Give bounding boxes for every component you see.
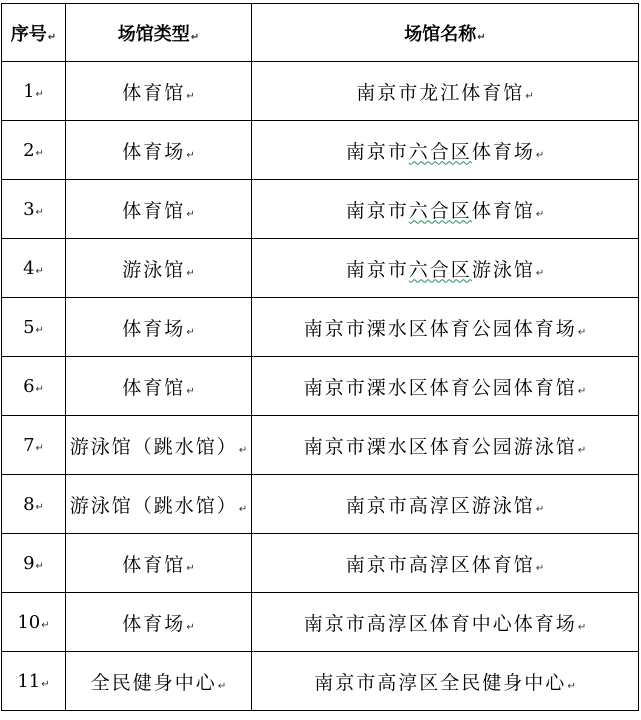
cell-index <box>2 357 66 416</box>
cell-index-text: 8 <box>23 493 35 515</box>
cell-index-text: 4 <box>23 257 35 279</box>
cell-venue-name <box>252 357 639 416</box>
paragraph-mark-icon: ↵ <box>535 503 545 515</box>
cell-index <box>2 416 66 475</box>
paragraph-mark-icon: ↵ <box>535 208 545 220</box>
cell-venue-name <box>252 298 639 357</box>
cell-index <box>2 534 66 593</box>
table-row <box>2 62 639 121</box>
cell-index <box>2 652 66 711</box>
paragraph-mark-icon: ↵ <box>238 444 248 456</box>
header-venue-type: 场馆类型↵ <box>66 4 252 62</box>
paragraph-mark-icon: ↵ <box>190 31 200 43</box>
cell-venue-name-district: 六合区 <box>408 140 472 163</box>
cell-venue-name-prefix: 南京市高淳区体育中心体育场 <box>303 612 577 635</box>
cell-venue-type <box>66 652 252 711</box>
cell-venue-name-prefix: 南京市高淳区游泳馆 <box>345 494 535 517</box>
cell-venue-type-text: 体育场 <box>122 317 186 340</box>
cell-venue-name-prefix: 南京市 <box>345 140 409 163</box>
cell-venue-type-text: 全民健身中心 <box>90 671 217 694</box>
cell-venue-type <box>66 416 252 475</box>
paragraph-mark-icon: ↵ <box>577 444 587 456</box>
cell-venue-type-text: 体育馆 <box>122 553 186 576</box>
cell-venue-type <box>66 593 252 652</box>
paragraph-mark-icon: ↵ <box>35 560 44 572</box>
table-row <box>2 475 639 534</box>
cell-venue-type-text: 体育场 <box>122 140 186 163</box>
paragraph-mark-icon: ↵ <box>186 149 195 161</box>
table-row <box>2 121 639 180</box>
cell-venue-name-prefix: 南京市 <box>345 199 409 222</box>
paragraph-mark-icon: ↵ <box>535 562 545 574</box>
cell-venue-type <box>66 357 252 416</box>
paragraph-mark-icon: ↵ <box>186 562 195 574</box>
cell-venue-name-prefix: 南京市 <box>356 81 420 104</box>
paragraph-mark-icon: ↵ <box>35 383 44 395</box>
cell-venue-type-text: 游泳馆（跳水馆） <box>69 494 238 517</box>
cell-venue-name-district: 六合区 <box>408 258 472 281</box>
paragraph-mark-icon: ↵ <box>238 503 248 515</box>
cell-venue-name <box>252 180 639 239</box>
table-row <box>2 593 639 652</box>
cell-index-text: 2 <box>23 139 35 161</box>
cell-venue-type-text: 体育馆 <box>122 199 186 222</box>
table-row <box>2 239 639 298</box>
paragraph-mark-icon: ↵ <box>535 149 545 161</box>
cell-index <box>2 121 66 180</box>
cell-venue-name-prefix: 南京市溧水区体育公园体育场 <box>303 317 577 340</box>
paragraph-mark-icon: ↵ <box>35 206 44 218</box>
paragraph-mark-icon: ↵ <box>35 442 44 454</box>
cell-index-text: 6 <box>23 375 35 397</box>
paragraph-mark-icon: ↵ <box>41 619 50 631</box>
cell-venue-name <box>252 239 639 298</box>
cell-venue-type-text: 体育馆 <box>122 376 186 399</box>
paragraph-mark-icon: ↵ <box>577 621 587 633</box>
paragraph-mark-icon: ↵ <box>35 324 44 336</box>
paragraph-mark-icon: ↵ <box>186 621 195 633</box>
cell-index <box>2 475 66 534</box>
cell-venue-name-suffix: 体育场 <box>471 140 535 163</box>
table-row <box>2 534 639 593</box>
paragraph-mark-icon: ↵ <box>577 326 587 338</box>
paragraph-mark-icon: ↵ <box>41 678 50 690</box>
paragraph-mark-icon: ↵ <box>35 265 44 277</box>
cell-venue-name-district: 六合区 <box>408 199 472 222</box>
cell-venue-type <box>66 534 252 593</box>
paragraph-mark-icon: ↵ <box>217 680 227 692</box>
cell-venue-type <box>66 475 252 534</box>
cell-index-text: 5 <box>23 316 35 338</box>
cell-index-text: 7 <box>23 434 35 456</box>
venue-table <box>1 3 639 711</box>
cell-index <box>2 62 66 121</box>
table-row <box>2 298 639 357</box>
cell-index-text: 3 <box>23 198 35 220</box>
cell-venue-name <box>252 416 639 475</box>
cell-venue-name-prefix: 南京市 <box>345 258 409 281</box>
cell-venue-type <box>66 180 252 239</box>
cell-index-text: 9 <box>23 552 35 574</box>
cell-venue-type-text: 游泳馆（跳水馆） <box>69 435 238 458</box>
paragraph-mark-icon: ↵ <box>186 90 195 102</box>
paragraph-mark-icon: ↵ <box>567 680 576 692</box>
cell-index-text: 11 <box>17 670 41 692</box>
paragraph-mark-icon: ↵ <box>577 385 587 397</box>
cell-venue-type <box>66 62 252 121</box>
cell-venue-name <box>252 593 639 652</box>
cell-venue-name-prefix: 南京市高淳区体育馆 <box>345 553 535 576</box>
paragraph-mark-icon: ↵ <box>477 31 486 43</box>
cell-venue-type <box>66 239 252 298</box>
cell-venue-name <box>252 62 639 121</box>
paragraph-mark-icon: ↵ <box>535 267 545 279</box>
cell-index <box>2 180 66 239</box>
paragraph-mark-icon: ↵ <box>186 385 195 397</box>
paragraph-mark-icon: ↵ <box>35 147 44 159</box>
paragraph-mark-icon: ↵ <box>35 501 44 513</box>
header-venue-name: 场馆名称↵ <box>252 4 639 62</box>
cell-venue-type-text: 体育馆 <box>122 81 186 104</box>
paragraph-mark-icon: ↵ <box>35 88 44 100</box>
paragraph-mark-icon: ↵ <box>186 208 195 220</box>
cell-venue-name-suffix: 游泳馆 <box>471 258 535 281</box>
cell-venue-name-suffix: 体育馆 <box>471 199 535 222</box>
paragraph-mark-icon: ↵ <box>47 31 57 43</box>
cell-index <box>2 298 66 357</box>
cell-index-text: 1 <box>23 80 35 102</box>
paragraph-mark-icon: ↵ <box>186 267 195 279</box>
table-row <box>2 416 639 475</box>
cell-venue-type <box>66 298 252 357</box>
cell-index <box>2 239 66 298</box>
cell-index <box>2 593 66 652</box>
cell-venue-type-text: 游泳馆 <box>122 258 186 281</box>
cell-index-text: 10 <box>17 611 41 633</box>
paragraph-mark-icon: ↵ <box>525 90 534 102</box>
cell-venue-name-prefix: 南京市溧水区体育公园体育馆 <box>303 376 577 399</box>
table-row <box>2 357 639 416</box>
cell-venue-name <box>252 121 639 180</box>
table-row <box>2 652 639 711</box>
cell-venue-type <box>66 121 252 180</box>
cell-venue-name-suffix: 龙江体育馆 <box>419 81 525 104</box>
cell-venue-name-prefix: 南京市溧水区体育公园游泳馆 <box>303 435 577 458</box>
header-row <box>2 4 639 62</box>
cell-venue-name-prefix: 南京市高淳区全民健身中心 <box>314 671 567 694</box>
header-index: 序号↵ <box>2 4 66 62</box>
cell-venue-name <box>252 652 639 711</box>
cell-venue-name <box>252 534 639 593</box>
table-row <box>2 180 639 239</box>
cell-venue-type-text: 体育场 <box>122 612 186 635</box>
paragraph-mark-icon: ↵ <box>186 326 195 338</box>
cell-venue-name <box>252 475 639 534</box>
